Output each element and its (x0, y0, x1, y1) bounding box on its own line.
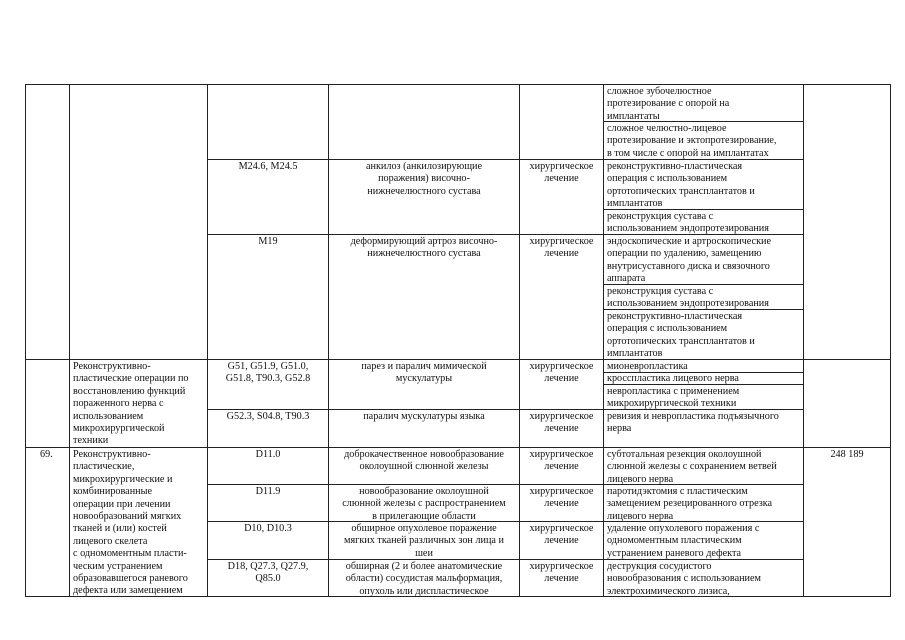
procedure-cell: сложное челюстно-лицевое протезирование и эктопротезирование, в том числе с опорой на имплантатах (607, 123, 777, 159)
diagnosis-code-cell: M24.6, M24.5 (238, 161, 298, 172)
procedure-cell: удаление опухолевого поражения с одномоментным пластическим устранением раневого дефекта (607, 523, 760, 559)
procedure-cell: реконструкция сустава с использованием эндопротезирования (607, 211, 769, 235)
column-divider (803, 84, 804, 597)
treatment-type-cell: хирургическое лечение (529, 561, 594, 585)
table-border-top (25, 84, 891, 85)
care-type-name-cell: Реконструктивно- пластические, микрохирургические и комбинированные операции при лечении новообразований мягких тканей и (или) костей лицевого скелета с одномоментным пласти- ческим устранением образовавшегося раневого дефекта или замещением (73, 449, 188, 597)
procedure-cell: реконструктивно-пластическая операция с использованием ортотопических трансплантатов и имплантатов (607, 311, 755, 360)
procedure-cell: субтотальная резекция околоушной слюнной железы с сохранением ветвей лицевого нерва (607, 449, 777, 485)
table-border-left (25, 84, 26, 597)
diagnosis-cell: обширная (2 и более анатомические области) сосудистая мальформация, опухоль или диспластическое (345, 561, 503, 597)
treatment-type-cell: хирургическое лечение (529, 161, 594, 185)
diagnosis-code-cell: D11.0 (255, 449, 281, 460)
procedure-cell: кросспластика лицевого нерва (607, 373, 739, 384)
procedure-cell: реконструктивно-пластическая операция с использованием ортотопических трансплантатов и имплантатов (607, 161, 755, 210)
care-type-name-cell: Реконструктивно- пластические операции по восстановлению функций пораженного нерва с использованием микрохирургической техники (73, 361, 189, 447)
diagnosis-code-cell: G51, G51.9, G51.0, G51.8, T90.3, G52.8 (225, 361, 311, 385)
procedure-cell: мионевропластика (607, 361, 688, 372)
treatment-type-cell: хирургическое лечение (529, 236, 594, 260)
procedure-cell: деструкция сосудистого новообразования с использованием электрохимического лизиса, (607, 561, 761, 597)
treatment-type-cell: хирургическое лечение (529, 361, 594, 385)
procedure-cell: реконструкция сустава с использованием эндопротезирования (607, 286, 769, 310)
diagnosis-code-cell: M19 (258, 236, 278, 247)
diagnosis-cell: новообразование околоушной слюнной железы с распространением в прилегающие области (342, 486, 506, 522)
procedure-cell: ревизия и невропластика подъязычного нерва (607, 411, 779, 435)
diagnosis-cell: паралич мускулатуры языка (363, 411, 485, 422)
diagnosis-code-cell: G52.3, S04.8, T90.3 (226, 411, 310, 422)
diagnosis-code-cell: D11.9 (255, 486, 281, 497)
diagnosis-cell: парез и паралич мимической мускулатуры (361, 361, 487, 385)
diagnosis-code-cell: D10, D10.3 (244, 523, 292, 534)
column-divider (69, 84, 70, 597)
procedure-cell: сложное зубочелюстное протезирование с опорой на имплантаты (607, 86, 730, 122)
procedure-cell: эндоскопические и артроскопические операции по удалению, замещению внутрисуставного диска и связочного аппарата (607, 236, 771, 285)
procedure-cell: паротидэктомия с пластическим замещением резецированного отрезка лицевого нерва (607, 486, 773, 522)
diagnosis-code-cell: D18, Q27.3, Q27.9, Q85.0 (227, 561, 309, 585)
procedure-cell: невропластика с применением микрохирургической техники (607, 386, 740, 410)
row-number-cell: 69. (40, 449, 53, 460)
table-border-right (890, 84, 891, 597)
diagnosis-cell: деформирующий артроз височно- нижнечелюстного сустава (350, 236, 498, 260)
treatment-type-cell: хирургическое лечение (529, 486, 594, 510)
diagnosis-cell: анкилоз (анкилозирующие поражения) височно- нижнечелюстного сустава (365, 161, 483, 197)
diagnosis-cell: доброкачественное новообразование околоушной слюнной железы (344, 449, 504, 473)
treatment-type-cell: хирургическое лечение (529, 411, 594, 435)
treatment-type-cell: хирургическое лечение (529, 449, 594, 473)
diagnosis-cell: обширное опухолевое поражение мягких тканей различных зон лица и шеи (344, 523, 504, 559)
cost-cell: 248 189 (830, 449, 864, 460)
treatment-type-cell: хирургическое лечение (529, 523, 594, 547)
